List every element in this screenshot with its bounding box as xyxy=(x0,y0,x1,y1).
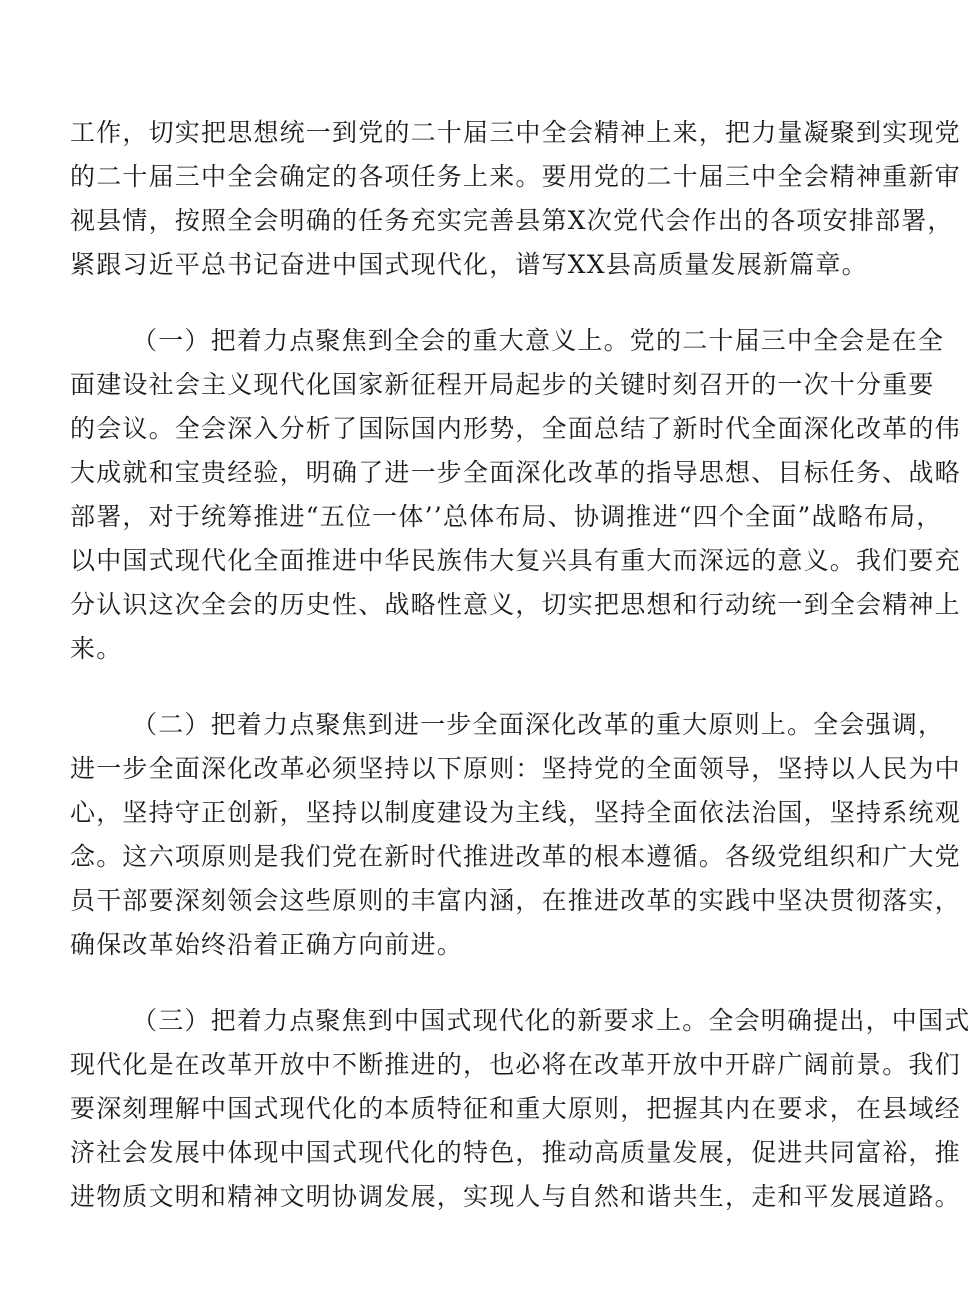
paragraph-section-3 xyxy=(70,999,970,1219)
text-line: 要深刻理解中国式现代化的本质特征和重大原则，把握其内在要求，在县域经 xyxy=(70,1094,961,1123)
text-line: 心，坚持守正创新，坚持以制度建设为主线，坚持全面依法治国，坚持系统观 xyxy=(70,798,961,827)
text-line: 来。 xyxy=(70,634,123,663)
text-line: 确保改革始终沿着正确方向前进。 xyxy=(70,930,464,959)
paragraph-gap xyxy=(70,287,860,319)
text-line: 工作，切实把思想统一到党的二十届三中全会精神上来，把力量凝聚到实现党 xyxy=(70,118,961,147)
text-line: 的会议。全会深入分析了国际国内形势，全面总结了新时代全面深化改革的伟 xyxy=(70,414,961,443)
text-line: 以中国式现代化全面推进中华民族伟大复兴具有重大而深远的意义。我们要充 xyxy=(70,546,961,575)
text-line: （一）把着力点聚焦到全会的重大意义上。党的二十届三中全会是在全 xyxy=(132,326,945,355)
paragraph-section-1 xyxy=(70,319,961,671)
text-line: 进物质文明和精神文明协调发展，实现人与自然和谐共生，走和平发展道路。 xyxy=(70,1182,961,1211)
text-line: （二）把着力点聚焦到进一步全面深化改革的重大原则上。全会强调， xyxy=(132,710,945,739)
paragraph-gap xyxy=(70,671,860,703)
text-line: 现代化是在改革开放中不断推进的，也必将在改革开放中开辟广阔前景。我们 xyxy=(70,1050,961,1079)
text-line: 大成就和宝贵经验，明确了进一步全面深化改革的指导思想、目标任务、战略 xyxy=(70,458,961,487)
text-line: 视县情，按照全会明确的任务充实完善县第X次党代会作出的各项安排部署， xyxy=(70,206,954,235)
text-line: 紧跟习近平总书记奋进中国式现代化，谱写XX县高质量发展新篇章。 xyxy=(70,250,868,279)
text-line: 员干部要深刻领会这些原则的丰富内涵，在推进改革的实践中坚决贯彻落实， xyxy=(70,886,961,915)
paragraph-gap xyxy=(70,967,860,999)
text-line: 的二十届三中全会确定的各项任务上来。要用党的二十届三中全会精神重新审 xyxy=(70,162,961,191)
document-body xyxy=(70,111,970,1219)
text-line: 面建设社会主义现代化国家新征程开局起步的关键时刻召开的一次十分重要 xyxy=(70,370,935,399)
text-line: 济社会发展中体现中国式现代化的特色，推动高质量发展，促进共同富裕，推 xyxy=(70,1138,961,1167)
paragraph-section-2 xyxy=(70,703,961,967)
text-line: 分认识这次全会的历史性、战略性意义，切实把思想和行动统一到全会精神上 xyxy=(70,590,961,619)
text-line: 部署，对于统筹推进“五位一体’’总体布局、协调推进“四个全面”战略布局， xyxy=(70,502,943,531)
text-line: 进一步全面深化改革必须坚持以下原则：坚持党的全面领导，坚持以人民为中 xyxy=(70,754,961,783)
text-line: 念。这六项原则是我们党在新时代推进改革的根本遵循。各级党组织和广大党 xyxy=(70,842,961,871)
text-line: （三）把着力点聚焦到中国式现代化的新要求上。全会明确提出，中国式 xyxy=(132,1006,970,1035)
paragraph-intro xyxy=(70,111,961,287)
